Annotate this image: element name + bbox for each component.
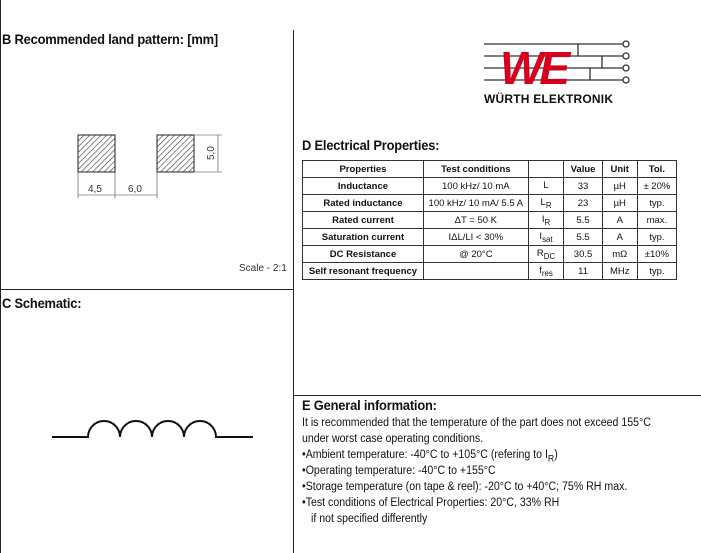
general-line-2: under worst case operating conditions. [302,433,484,445]
prop-symbol: $L_R$ [528,195,564,212]
prop-value: 5.5 [564,212,602,229]
prop-unit: µH [602,178,637,195]
col-tol: Tol. [637,161,676,178]
prop-tol: ± 20% [637,178,676,195]
prop-name: Rated current [303,212,424,229]
prop-name: Self resonant frequency [303,263,424,280]
pad-left [78,135,115,172]
table-row [303,212,677,229]
prop-value: 5.5 [564,229,602,246]
col-test-conditions: Test conditions [423,161,528,178]
table-header-row [303,161,677,178]
prop-unit: mΩ [602,246,637,263]
prop-symbol: $f_{res}$ [528,263,564,280]
logo-mark: WE [500,42,567,94]
prop-value: 30.5 [564,246,602,263]
prop-cond: @ 20°C [423,246,528,263]
dim-pad-height: 5,0 [206,146,217,160]
prop-name: Saturation current [303,229,424,246]
land-pattern-drawing [0,100,292,360]
col-symbol [528,161,564,178]
divider-vertical [293,30,294,553]
prop-cond: 100 kHz/ 10 mA/ 5.5 A [423,195,528,212]
logo-name: WÜRTH ELEKTRONIK [484,92,614,106]
prop-cond: IΔL/LI < 30% [423,229,528,246]
prop-tol: max. [637,212,676,229]
table-row [303,263,677,280]
prop-value: 11 [564,263,602,280]
prop-symbol: $I_R$ [528,212,564,229]
prop-tol: ±10% [637,246,676,263]
col-value: Value [564,161,602,178]
prop-tol: typ. [637,195,676,212]
prop-symbol: $I_{sat}$ [528,229,564,246]
prop-tol: typ. [637,263,676,280]
table-row [303,246,677,263]
prop-cond [423,263,528,280]
pad-right [157,135,194,172]
electrical-properties-table [302,160,677,280]
prop-cond: ΔT = 50 K [423,212,528,229]
dim-gap: 6,0 [128,184,142,195]
general-line-1: It is recommended that the temperature of the part does not exceed 155°C [302,417,651,429]
prop-name: DC Resistance [303,246,424,263]
prop-unit: µH [602,195,637,212]
general-bullet-test: •Test conditions of Electrical Properties: 20°C, 33% RH [302,497,560,509]
general-bullet-ambient: •Ambient temperature: -40°C to +105°C (refering to $I_R$) [302,449,558,465]
prop-unit: A [602,212,637,229]
prop-unit: MHz [602,263,637,280]
section-b-title: B Recommended land pattern: [mm] [2,31,218,47]
prop-cond: 100 kHz/ 10 mA [423,178,528,195]
general-bullet-storage: •Storage temperature (on tape & reel): -20°C to +40°C; 75% RH max. [302,481,628,493]
prop-name: Inductance [303,178,424,195]
scale-label: Scale - 2:1 [239,263,287,274]
section-c-title: C Schematic: [2,295,82,311]
col-properties: Properties [303,161,424,178]
general-bullet-operating: •Operating temperature: -40°C to +155°C [302,465,496,477]
dim-pad-width: 4,5 [88,184,102,195]
col-unit: Unit [602,161,637,178]
section-e-title: E General information: [302,397,437,413]
prop-value: 23 [564,195,602,212]
prop-name: Rated inductance [303,195,424,212]
table-row [303,195,677,212]
wurth-logo-icon [480,36,640,96]
divider-d-e [293,395,701,396]
general-bullet-test-cont: if not specified differently [311,513,428,525]
prop-symbol: L [528,178,564,195]
section-d-title: D Electrical Properties: [302,137,440,153]
inductor-symbol [50,412,280,452]
prop-tol: typ. [637,229,676,246]
table-row [303,178,677,195]
prop-symbol: $R_{DC}$ [528,246,564,263]
table-row [303,229,677,246]
prop-unit: A [602,229,637,246]
prop-value: 33 [564,178,602,195]
